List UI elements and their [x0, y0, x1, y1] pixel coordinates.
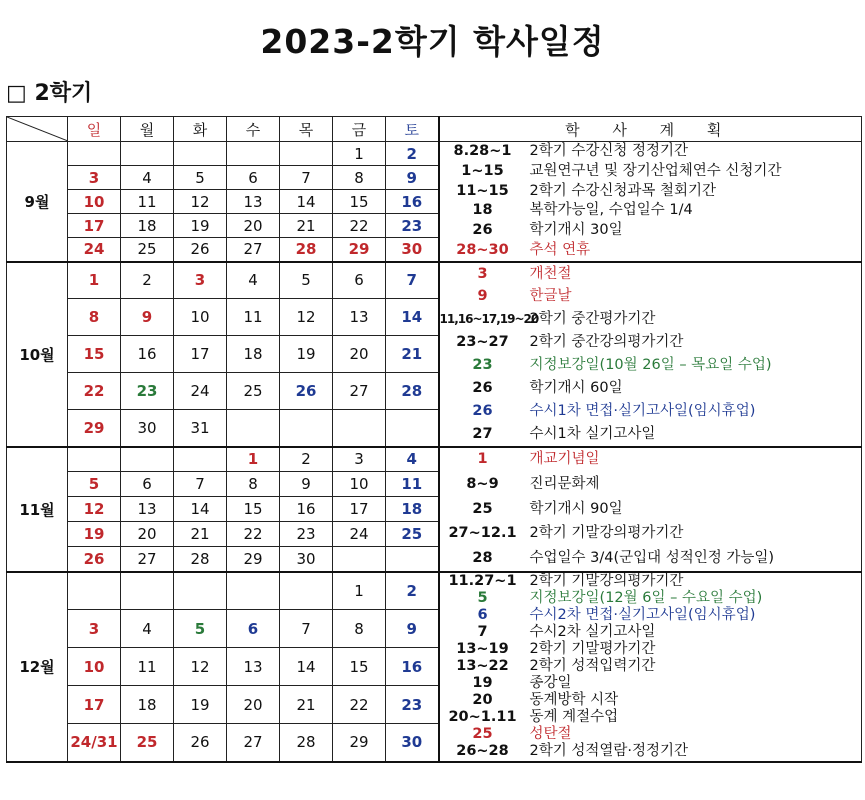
day-cell-sun: 26 [68, 547, 121, 572]
plan-item [440, 451, 862, 468]
plan-header: 학 사 계 획 [439, 117, 862, 142]
day-cell-sat: 11 [386, 472, 439, 497]
day-cell-tue: 19 [174, 214, 227, 238]
plan-date: 9 [477, 288, 488, 305]
plan-description: 학기개시 30일 [529, 222, 623, 239]
plan-date: 13~22 [456, 658, 509, 675]
plan-description: 2학기 성적열람·정정기간 [529, 743, 689, 760]
day-cell-fri: 15 [333, 648, 386, 686]
day-cell-wed: 22 [227, 522, 280, 547]
plan-description: 2학기 수강신청 정정기간 [529, 143, 689, 160]
plan-item [440, 501, 862, 518]
day-cell-thu: 19 [280, 336, 333, 373]
day-cell-mon [121, 142, 174, 166]
plan-description: 수시1차 실기고사일 [529, 425, 656, 442]
day-cell-mon: 11 [121, 648, 174, 686]
day-cell-sun: 1 [68, 262, 121, 299]
plan-item [440, 202, 862, 219]
plan-item [440, 143, 862, 160]
day-cell-sat: 23 [386, 214, 439, 238]
plan-item [440, 163, 862, 180]
plan-description: 2학기 성적입력기간 [529, 658, 656, 675]
day-cell-mon [121, 447, 174, 472]
day-cell-thu: 12 [280, 299, 333, 336]
weekday-header-mon: 월 [121, 117, 174, 142]
day-cell-tue: 5 [174, 610, 227, 648]
day-cell-mon [121, 572, 174, 610]
plan-date: 20 [472, 692, 493, 709]
day-cell-wed: 11 [227, 299, 280, 336]
day-cell-sun: 12 [68, 497, 121, 522]
plan-description: 종강일 [529, 675, 572, 692]
day-cell-thu: 14 [280, 190, 333, 214]
day-cell-thu: 28 [280, 724, 333, 762]
day-cell-tue: 14 [174, 497, 227, 522]
day-cell-sat [386, 547, 439, 572]
day-cell-mon: 2 [121, 262, 174, 299]
plan-date: 27~12.1 [448, 525, 517, 542]
day-cell-fri: 29 [333, 238, 386, 262]
plan-date: 19 [472, 675, 493, 692]
day-cell-thu [280, 410, 333, 447]
plan-date: 26~28 [456, 743, 509, 760]
month-label: 9월 [7, 142, 68, 262]
plan-date: 11.27~1 [448, 572, 517, 589]
day-cell-mon: 11 [121, 190, 174, 214]
plan-description: 2학기 중간평가기간 [529, 311, 656, 328]
plan-date: 8.28~1 [453, 143, 512, 160]
plan-description: 2학기 기말강의평가기간 [529, 572, 684, 589]
plan-item [440, 288, 862, 305]
day-cell-tue: 26 [174, 724, 227, 762]
plan-item [440, 183, 862, 200]
day-cell-wed [227, 142, 280, 166]
day-cell-fri: 3 [333, 447, 386, 472]
plan-date: 18 [472, 202, 493, 219]
day-cell-fri: 27 [333, 373, 386, 410]
month-label: 10월 [7, 262, 68, 447]
plan-description: 수시2차 면접·실기고사일(임시휴업) [529, 606, 756, 623]
day-cell-sun [68, 142, 121, 166]
day-cell-tue: 19 [174, 686, 227, 724]
day-cell-thu: 7 [280, 166, 333, 190]
plan-item [440, 242, 862, 259]
day-cell-fri [333, 410, 386, 447]
diagonal-line-icon [7, 117, 68, 141]
plan-description: 수업일수 3/4(군입대 성적인정 가능일) [529, 549, 775, 566]
day-cell-wed: 25 [227, 373, 280, 410]
day-cell-mon: 9 [121, 299, 174, 336]
plan-description: 추석 연휴 [529, 241, 591, 258]
day-cell-fri: 8 [333, 610, 386, 648]
day-cell-wed: 13 [227, 648, 280, 686]
day-cell-sun: 22 [68, 373, 121, 410]
month-plan-cell [439, 142, 862, 262]
day-cell-sat: 30 [386, 724, 439, 762]
day-cell-thu: 30 [280, 547, 333, 572]
day-cell-sun: 19 [68, 522, 121, 547]
weekday-header-tue: 화 [174, 117, 227, 142]
day-cell-tue: 31 [174, 410, 227, 447]
day-cell-sat: 7 [386, 262, 439, 299]
day-cell-sat [386, 410, 439, 447]
day-cell-fri [333, 547, 386, 572]
month-plan-cell [439, 447, 862, 572]
plan-description: 진리문화제 [529, 476, 600, 493]
day-cell-sun [68, 572, 121, 610]
day-cell-mon: 6 [121, 472, 174, 497]
plan-item [440, 525, 862, 542]
day-cell-tue: 24 [174, 373, 227, 410]
day-cell-tue: 5 [174, 166, 227, 190]
plan-item [440, 675, 862, 692]
day-cell-fri: 22 [333, 214, 386, 238]
plan-item [440, 357, 862, 374]
day-cell-thu: 28 [280, 238, 333, 262]
day-cell-wed: 18 [227, 336, 280, 373]
plan-description: 성탄절 [529, 726, 572, 743]
day-cell-sat: 2 [386, 572, 439, 610]
month-plan-cell [439, 572, 862, 762]
month-label: 11월 [7, 447, 68, 572]
day-cell-thu: 5 [280, 262, 333, 299]
day-cell-mon: 16 [121, 336, 174, 373]
day-cell-mon: 25 [121, 238, 174, 262]
day-cell-sat: 18 [386, 497, 439, 522]
day-cell-thu [280, 572, 333, 610]
day-cell-thu [280, 142, 333, 166]
day-cell-tue [174, 447, 227, 472]
plan-item [440, 334, 862, 351]
plan-description: 학기개시 90일 [529, 500, 623, 517]
plan-date: 25 [472, 500, 493, 517]
section-heading: □ 2학기 [6, 81, 93, 106]
plan-date: 1 [477, 451, 488, 468]
day-cell-sat: 16 [386, 190, 439, 214]
day-cell-fri: 8 [333, 166, 386, 190]
day-cell-sun: 24 [68, 238, 121, 262]
day-cell-tue: 21 [174, 522, 227, 547]
day-cell-thu: 16 [280, 497, 333, 522]
day-cell-sun: 8 [68, 299, 121, 336]
day-cell-sun: 29 [68, 410, 121, 447]
plan-item [440, 403, 862, 420]
plan-item [440, 624, 862, 641]
day-cell-sun: 10 [68, 648, 121, 686]
academic-calendar-table [6, 116, 862, 763]
day-cell-fri: 29 [333, 724, 386, 762]
day-cell-tue: 12 [174, 648, 227, 686]
plan-item [440, 658, 862, 675]
weekday-header-sun: 일 [68, 117, 121, 142]
plan-date: 8~9 [466, 476, 499, 493]
plan-date: 27 [472, 425, 493, 442]
day-cell-tue: 17 [174, 336, 227, 373]
plan-date: 25 [472, 726, 493, 743]
day-cell-wed: 27 [227, 724, 280, 762]
day-cell-sat: 16 [386, 648, 439, 686]
day-cell-wed: 20 [227, 686, 280, 724]
plan-description: 학기개시 60일 [529, 379, 623, 396]
day-cell-sun: 24/31 [68, 724, 121, 762]
day-cell-thu: 21 [280, 686, 333, 724]
day-cell-tue: 3 [174, 262, 227, 299]
plan-list [440, 263, 862, 446]
plan-description: 2학기 기말평가기간 [529, 641, 656, 658]
day-cell-mon: 18 [121, 686, 174, 724]
plan-date: 23 [472, 357, 493, 374]
day-cell-fri: 1 [333, 142, 386, 166]
plan-date: 6 [477, 606, 488, 623]
day-cell-fri: 15 [333, 190, 386, 214]
plan-description: 2학기 수강신청과목 철회기간 [529, 182, 717, 199]
plan-date: 11,16~17,19~20 [439, 311, 539, 326]
day-cell-mon: 4 [121, 166, 174, 190]
day-cell-tue: 12 [174, 190, 227, 214]
day-cell-thu: 9 [280, 472, 333, 497]
plan-item [440, 709, 862, 726]
plan-date: 23~27 [456, 334, 509, 351]
plan-description: 개교기념일 [529, 451, 600, 468]
day-cell-mon: 30 [121, 410, 174, 447]
day-cell-fri: 24 [333, 522, 386, 547]
day-cell-wed: 20 [227, 214, 280, 238]
plan-description: 지정보강일(12월 6일 – 수요일 수업) [529, 589, 763, 606]
day-cell-sat: 30 [386, 238, 439, 262]
day-cell-thu: 2 [280, 447, 333, 472]
plan-description: 수시1차 면접·실기고사일(임시휴업) [529, 402, 756, 419]
plan-item [440, 426, 862, 443]
day-cell-fri: 22 [333, 686, 386, 724]
day-cell-mon: 13 [121, 497, 174, 522]
day-cell-sat: 14 [386, 299, 439, 336]
day-cell-wed: 6 [227, 166, 280, 190]
day-cell-sat: 2 [386, 142, 439, 166]
weekday-header-sat: 토 [386, 117, 439, 142]
day-cell-wed: 6 [227, 610, 280, 648]
plan-list [440, 448, 862, 571]
day-cell-sun: 17 [68, 686, 121, 724]
day-cell-sun: 3 [68, 166, 121, 190]
weekday-header-fri: 금 [333, 117, 386, 142]
plan-item [440, 692, 862, 709]
plan-date: 28 [472, 549, 493, 566]
plan-item [440, 743, 862, 760]
day-cell-fri: 13 [333, 299, 386, 336]
day-cell-tue: 26 [174, 238, 227, 262]
day-cell-thu: 26 [280, 373, 333, 410]
day-cell-wed: 27 [227, 238, 280, 262]
plan-description: 2학기 중간강의평가기간 [529, 334, 684, 351]
day-cell-tue: 10 [174, 299, 227, 336]
day-cell-sat: 23 [386, 686, 439, 724]
day-cell-fri: 10 [333, 472, 386, 497]
day-cell-sat: 9 [386, 166, 439, 190]
plan-item [440, 590, 862, 607]
page-title: 2023-2학기 학사일정 [260, 22, 605, 61]
plan-description: 동계방학 시작 [529, 692, 619, 709]
plan-date: 26 [472, 379, 493, 396]
plan-date: 26 [472, 402, 493, 419]
plan-item [440, 476, 862, 493]
day-cell-wed: 8 [227, 472, 280, 497]
plan-description: 지정보강일(10월 26일 – 목요일 수업) [529, 357, 772, 374]
plan-date: 3 [477, 265, 488, 282]
day-cell-fri: 6 [333, 262, 386, 299]
day-cell-mon: 18 [121, 214, 174, 238]
plan-date: 11~15 [456, 182, 509, 199]
day-cell-sun: 3 [68, 610, 121, 648]
plan-item [440, 222, 862, 239]
day-cell-fri: 1 [333, 572, 386, 610]
day-cell-sat: 21 [386, 336, 439, 373]
day-cell-thu: 23 [280, 522, 333, 547]
weekday-header-thu: 목 [280, 117, 333, 142]
plan-date: 28~30 [456, 241, 509, 258]
day-cell-wed: 13 [227, 190, 280, 214]
day-cell-fri: 17 [333, 497, 386, 522]
day-cell-sun: 10 [68, 190, 121, 214]
day-cell-tue [174, 142, 227, 166]
day-cell-sun: 5 [68, 472, 121, 497]
day-cell-sat: 25 [386, 522, 439, 547]
day-cell-thu: 14 [280, 648, 333, 686]
plan-item [440, 726, 862, 743]
day-cell-sun [68, 447, 121, 472]
day-cell-wed: 15 [227, 497, 280, 522]
day-cell-sat: 4 [386, 447, 439, 472]
plan-item [440, 311, 862, 328]
day-cell-wed [227, 410, 280, 447]
day-cell-wed: 4 [227, 262, 280, 299]
plan-item [440, 266, 862, 283]
day-cell-mon: 20 [121, 522, 174, 547]
day-cell-thu: 7 [280, 610, 333, 648]
plan-date: 13~19 [456, 641, 509, 658]
day-cell-tue: 7 [174, 472, 227, 497]
plan-item [440, 380, 862, 397]
day-cell-wed: 1 [227, 447, 280, 472]
plan-description: 한글날 [529, 288, 572, 305]
day-cell-mon: 4 [121, 610, 174, 648]
plan-date: 5 [477, 589, 488, 606]
plan-date: 7 [477, 623, 488, 640]
plan-description: 수시2차 실기고사일 [529, 623, 656, 640]
plan-description: 복학가능일, 수업일수 1/4 [529, 202, 693, 219]
plan-list [440, 142, 862, 260]
day-cell-sat: 28 [386, 373, 439, 410]
plan-description: 교원연구년 및 장기산업체연수 신청기간 [529, 163, 782, 180]
corner-header-cell [7, 117, 68, 142]
plan-description: 동계 계절수업 [529, 709, 619, 726]
day-cell-wed: 29 [227, 547, 280, 572]
plan-list [440, 573, 862, 761]
plan-description: 개천절 [529, 265, 572, 282]
day-cell-mon: 27 [121, 547, 174, 572]
plan-date: 26 [472, 222, 493, 239]
month-plan-cell [439, 262, 862, 447]
day-cell-mon: 23 [121, 373, 174, 410]
day-cell-mon: 25 [121, 724, 174, 762]
day-cell-sun: 15 [68, 336, 121, 373]
day-cell-tue [174, 572, 227, 610]
day-cell-sat: 9 [386, 610, 439, 648]
plan-item [440, 550, 862, 567]
plan-date: 20~1.11 [448, 709, 517, 726]
plan-item [440, 607, 862, 624]
day-cell-thu: 21 [280, 214, 333, 238]
plan-item [440, 573, 862, 590]
weekday-header-wed: 수 [227, 117, 280, 142]
day-cell-sun: 17 [68, 214, 121, 238]
plan-description: 2학기 기말강의평가기간 [529, 525, 684, 542]
plan-item [440, 641, 862, 658]
day-cell-wed [227, 572, 280, 610]
day-cell-fri: 20 [333, 336, 386, 373]
day-cell-tue: 28 [174, 547, 227, 572]
month-label: 12월 [7, 572, 68, 762]
plan-date: 1~15 [461, 163, 504, 180]
